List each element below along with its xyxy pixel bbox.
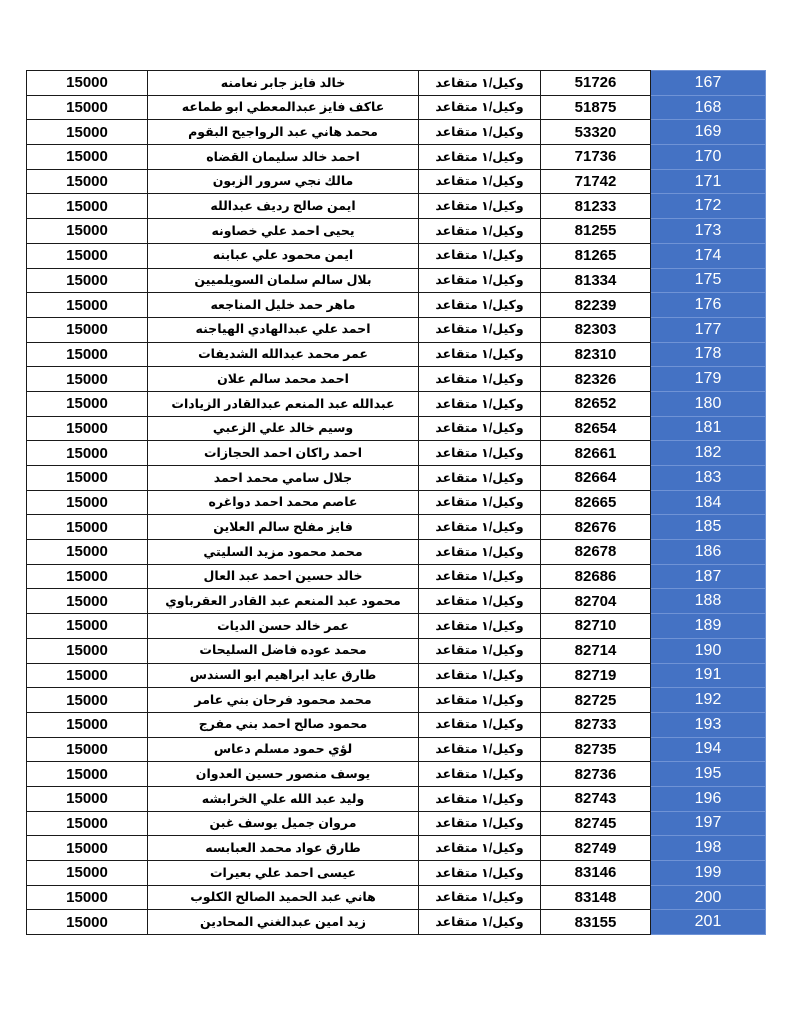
serial-number-cell: 199: [651, 861, 766, 886]
amount-cell: 15000: [27, 145, 148, 170]
id-number-cell: 82303: [541, 317, 651, 342]
name-cell: وليد عبد الله علي الخرابشه: [148, 786, 419, 811]
rank-cell: وكيل/١ متقاعد: [419, 317, 541, 342]
rank-cell: وكيل/١ متقاعد: [419, 367, 541, 392]
serial-number-cell: 196: [651, 786, 766, 811]
name-cell: ايمن صالح رديف عبدالله: [148, 194, 419, 219]
rank-cell: وكيل/١ متقاعد: [419, 910, 541, 935]
name-cell: ايمن محمود علي عبابنه: [148, 243, 419, 268]
table-row: [27, 885, 766, 910]
table-row: [27, 466, 766, 491]
table-row: [27, 490, 766, 515]
id-number-cell: 82714: [541, 638, 651, 663]
name-cell: عمر محمد عبدالله الشديفات: [148, 342, 419, 367]
serial-number-cell: 179: [651, 367, 766, 392]
table-row: [27, 540, 766, 565]
rank-cell: وكيل/١ متقاعد: [419, 416, 541, 441]
table-row: [27, 317, 766, 342]
rank-cell: وكيل/١ متقاعد: [419, 441, 541, 466]
rank-cell: وكيل/١ متقاعد: [419, 786, 541, 811]
table-row: [27, 441, 766, 466]
serial-number-cell: 197: [651, 811, 766, 836]
table-row: [27, 391, 766, 416]
rank-cell: وكيل/١ متقاعد: [419, 71, 541, 96]
amount-cell: 15000: [27, 811, 148, 836]
rank-cell: وكيل/١ متقاعد: [419, 589, 541, 614]
rank-cell: وكيل/١ متقاعد: [419, 145, 541, 170]
table-row: [27, 145, 766, 170]
amount-cell: 15000: [27, 441, 148, 466]
id-number-cell: 82743: [541, 786, 651, 811]
serial-number-cell: 200: [651, 885, 766, 910]
rank-cell: وكيل/١ متقاعد: [419, 737, 541, 762]
serial-number-cell: 191: [651, 663, 766, 688]
amount-cell: 15000: [27, 861, 148, 886]
rank-cell: وكيل/١ متقاعد: [419, 762, 541, 787]
name-cell: محمد محمود فرحان بني عامر: [148, 688, 419, 713]
rank-cell: وكيل/١ متقاعد: [419, 490, 541, 515]
amount-cell: 15000: [27, 910, 148, 935]
id-number-cell: 81265: [541, 243, 651, 268]
amount-cell: 15000: [27, 515, 148, 540]
table-row: [27, 367, 766, 392]
id-number-cell: 51875: [541, 95, 651, 120]
name-cell: عاكف فايز عبدالمعطي ابو طماعه: [148, 95, 419, 120]
serial-number-cell: 183: [651, 466, 766, 491]
serial-number-cell: 187: [651, 564, 766, 589]
id-number-cell: 81233: [541, 194, 651, 219]
amount-cell: 15000: [27, 836, 148, 861]
name-cell: طارق عايد ابراهيم ابو السندس: [148, 663, 419, 688]
rank-cell: وكيل/١ متقاعد: [419, 540, 541, 565]
table-row: [27, 861, 766, 886]
serial-number-cell: 194: [651, 737, 766, 762]
table-row: [27, 688, 766, 713]
rank-cell: وكيل/١ متقاعد: [419, 169, 541, 194]
amount-cell: 15000: [27, 614, 148, 639]
id-number-cell: 82704: [541, 589, 651, 614]
amount-cell: 15000: [27, 688, 148, 713]
table-row: [27, 293, 766, 318]
rank-cell: وكيل/١ متقاعد: [419, 614, 541, 639]
rank-cell: وكيل/١ متقاعد: [419, 95, 541, 120]
amount-cell: 15000: [27, 416, 148, 441]
serial-number-cell: 195: [651, 762, 766, 787]
id-number-cell: 82686: [541, 564, 651, 589]
id-number-cell: 82735: [541, 737, 651, 762]
table-row: [27, 120, 766, 145]
id-number-cell: 83148: [541, 885, 651, 910]
name-cell: ماهر حمد خليل المناجعه: [148, 293, 419, 318]
rank-cell: وكيل/١ متقاعد: [419, 811, 541, 836]
table-row: [27, 564, 766, 589]
table-row: [27, 95, 766, 120]
serial-number-cell: 184: [651, 490, 766, 515]
rank-cell: وكيل/١ متقاعد: [419, 120, 541, 145]
records-table: [26, 70, 766, 935]
serial-number-cell: 174: [651, 243, 766, 268]
id-number-cell: 82239: [541, 293, 651, 318]
table-row: [27, 762, 766, 787]
table-row: [27, 169, 766, 194]
amount-cell: 15000: [27, 317, 148, 342]
name-cell: فايز مفلح سالم العلاين: [148, 515, 419, 540]
amount-cell: 15000: [27, 638, 148, 663]
name-cell: هاني عبد الحميد الصالح الكلوب: [148, 885, 419, 910]
name-cell: محمود صالح احمد بني مفرج: [148, 712, 419, 737]
amount-cell: 15000: [27, 762, 148, 787]
serial-number-cell: 182: [651, 441, 766, 466]
name-cell: احمد خالد سليمان القضاه: [148, 145, 419, 170]
serial-number-cell: 198: [651, 836, 766, 861]
rank-cell: وكيل/١ متقاعد: [419, 194, 541, 219]
name-cell: خالد فايز جابر نعامنه: [148, 71, 419, 96]
serial-number-cell: 178: [651, 342, 766, 367]
table-row: [27, 910, 766, 935]
serial-number-cell: 186: [651, 540, 766, 565]
rank-cell: وكيل/١ متقاعد: [419, 688, 541, 713]
id-number-cell: 82652: [541, 391, 651, 416]
name-cell: يحيى احمد علي خصاونه: [148, 219, 419, 244]
rank-cell: وكيل/١ متقاعد: [419, 663, 541, 688]
name-cell: عيسى احمد علي بعيرات: [148, 861, 419, 886]
name-cell: مروان جميل يوسف غبن: [148, 811, 419, 836]
serial-number-cell: 167: [651, 71, 766, 96]
serial-number-cell: 188: [651, 589, 766, 614]
table-row: [27, 786, 766, 811]
table-row: [27, 663, 766, 688]
serial-number-cell: 175: [651, 268, 766, 293]
serial-number-cell: 173: [651, 219, 766, 244]
id-number-cell: 82733: [541, 712, 651, 737]
amount-cell: 15000: [27, 737, 148, 762]
name-cell: طارق عواد محمد العبابسه: [148, 836, 419, 861]
serial-number-cell: 192: [651, 688, 766, 713]
records-table-body: [27, 71, 766, 935]
amount-cell: 15000: [27, 490, 148, 515]
amount-cell: 15000: [27, 391, 148, 416]
id-number-cell: 81334: [541, 268, 651, 293]
id-number-cell: 82654: [541, 416, 651, 441]
serial-number-cell: 168: [651, 95, 766, 120]
rank-cell: وكيل/١ متقاعد: [419, 861, 541, 886]
amount-cell: 15000: [27, 712, 148, 737]
rank-cell: وكيل/١ متقاعد: [419, 638, 541, 663]
table-row: [27, 342, 766, 367]
amount-cell: 15000: [27, 268, 148, 293]
id-number-cell: 82719: [541, 663, 651, 688]
id-number-cell: 82326: [541, 367, 651, 392]
amount-cell: 15000: [27, 169, 148, 194]
table-row: [27, 737, 766, 762]
name-cell: محمد هاني عبد الرواجيح البقوم: [148, 120, 419, 145]
name-cell: خالد حسين احمد عبد العال: [148, 564, 419, 589]
amount-cell: 15000: [27, 367, 148, 392]
name-cell: احمد علي عبدالهادي الهياجنه: [148, 317, 419, 342]
amount-cell: 15000: [27, 71, 148, 96]
id-number-cell: 51726: [541, 71, 651, 96]
rank-cell: وكيل/١ متقاعد: [419, 466, 541, 491]
name-cell: احمد محمد سالم علان: [148, 367, 419, 392]
name-cell: بلال سالم سلمان السويلميين: [148, 268, 419, 293]
rank-cell: وكيل/١ متقاعد: [419, 268, 541, 293]
amount-cell: 15000: [27, 243, 148, 268]
amount-cell: 15000: [27, 564, 148, 589]
table-row: [27, 614, 766, 639]
rank-cell: وكيل/١ متقاعد: [419, 391, 541, 416]
name-cell: وسيم خالد علي الزعبي: [148, 416, 419, 441]
table-row: [27, 811, 766, 836]
table-row: [27, 712, 766, 737]
id-number-cell: 82710: [541, 614, 651, 639]
rank-cell: وكيل/١ متقاعد: [419, 342, 541, 367]
id-number-cell: 71736: [541, 145, 651, 170]
rank-cell: وكيل/١ متقاعد: [419, 836, 541, 861]
serial-number-cell: 180: [651, 391, 766, 416]
serial-number-cell: 201: [651, 910, 766, 935]
id-number-cell: 82725: [541, 688, 651, 713]
amount-cell: 15000: [27, 786, 148, 811]
serial-number-cell: 189: [651, 614, 766, 639]
id-number-cell: 82310: [541, 342, 651, 367]
rank-cell: وكيل/١ متقاعد: [419, 219, 541, 244]
serial-number-cell: 181: [651, 416, 766, 441]
rank-cell: وكيل/١ متقاعد: [419, 712, 541, 737]
name-cell: محمد محمود مزيد السليتي: [148, 540, 419, 565]
amount-cell: 15000: [27, 293, 148, 318]
id-number-cell: 82745: [541, 811, 651, 836]
id-number-cell: 83155: [541, 910, 651, 935]
rank-cell: وكيل/١ متقاعد: [419, 515, 541, 540]
table-row: [27, 219, 766, 244]
amount-cell: 15000: [27, 885, 148, 910]
table-row: [27, 836, 766, 861]
id-number-cell: 82678: [541, 540, 651, 565]
amount-cell: 15000: [27, 663, 148, 688]
table-row: [27, 416, 766, 441]
serial-number-cell: 193: [651, 712, 766, 737]
id-number-cell: 82664: [541, 466, 651, 491]
name-cell: زيد امين عبدالغني المحادين: [148, 910, 419, 935]
serial-number-cell: 177: [651, 317, 766, 342]
serial-number-cell: 185: [651, 515, 766, 540]
table-row: [27, 243, 766, 268]
serial-number-cell: 171: [651, 169, 766, 194]
name-cell: مالك نجي سرور الزبون: [148, 169, 419, 194]
amount-cell: 15000: [27, 342, 148, 367]
id-number-cell: 82661: [541, 441, 651, 466]
serial-number-cell: 172: [651, 194, 766, 219]
id-number-cell: 81255: [541, 219, 651, 244]
amount-cell: 15000: [27, 95, 148, 120]
table-row: [27, 589, 766, 614]
id-number-cell: 82676: [541, 515, 651, 540]
serial-number-cell: 190: [651, 638, 766, 663]
amount-cell: 15000: [27, 540, 148, 565]
rank-cell: وكيل/١ متقاعد: [419, 293, 541, 318]
serial-number-cell: 176: [651, 293, 766, 318]
serial-number-cell: 170: [651, 145, 766, 170]
name-cell: جلال سامي محمد احمد: [148, 466, 419, 491]
id-number-cell: 82736: [541, 762, 651, 787]
id-number-cell: 82665: [541, 490, 651, 515]
amount-cell: 15000: [27, 120, 148, 145]
amount-cell: 15000: [27, 219, 148, 244]
id-number-cell: 71742: [541, 169, 651, 194]
rank-cell: وكيل/١ متقاعد: [419, 243, 541, 268]
amount-cell: 15000: [27, 466, 148, 491]
name-cell: عاصم محمد احمد دواغره: [148, 490, 419, 515]
amount-cell: 15000: [27, 589, 148, 614]
serial-number-cell: 169: [651, 120, 766, 145]
name-cell: عمر خالد حسن الديات: [148, 614, 419, 639]
rank-cell: وكيل/١ متقاعد: [419, 564, 541, 589]
table-row: [27, 194, 766, 219]
id-number-cell: 83146: [541, 861, 651, 886]
rank-cell: وكيل/١ متقاعد: [419, 885, 541, 910]
amount-cell: 15000: [27, 194, 148, 219]
name-cell: محمد عوده فاضل السليحات: [148, 638, 419, 663]
table-row: [27, 515, 766, 540]
id-number-cell: 82749: [541, 836, 651, 861]
name-cell: محمود عبد المنعم عبد القادر العقرباوي: [148, 589, 419, 614]
name-cell: احمد راكان احمد الحجازات: [148, 441, 419, 466]
name-cell: لؤي حمود مسلم دعاس: [148, 737, 419, 762]
table-row: [27, 638, 766, 663]
id-number-cell: 53320: [541, 120, 651, 145]
name-cell: يوسف منصور حسين العدوان: [148, 762, 419, 787]
table-row: [27, 71, 766, 96]
table-row: [27, 268, 766, 293]
name-cell: عبدالله عبد المنعم عبدالقادر الزيادات: [148, 391, 419, 416]
